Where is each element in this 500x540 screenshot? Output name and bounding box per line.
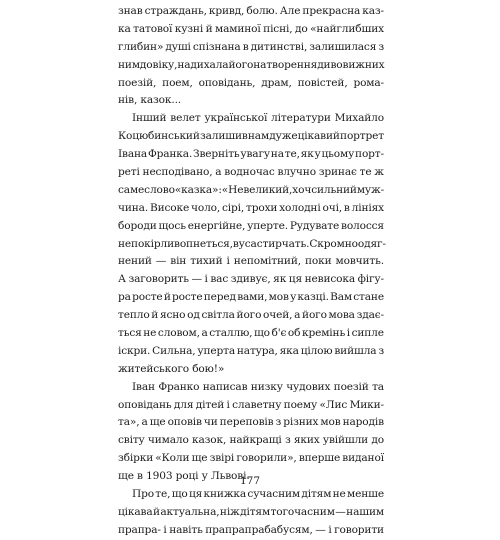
text-line: Коцюбинський залишив нам дуже цікавий портрет bbox=[118, 130, 384, 143]
paragraph-3 bbox=[118, 379, 384, 486]
text-line: Івана Франка. Зверніть увагу на те, як у цьому порт- bbox=[118, 148, 384, 161]
text-line: поезій, поем, оповідань, драм, повістей, рома- bbox=[118, 76, 384, 89]
text-line: та», а ще оповів чи переповів з різних мов народів bbox=[118, 416, 384, 429]
text-line: оповідань для дітей і славетну поему «Лис Мики- bbox=[118, 398, 384, 411]
text-line: ться не словом, а сталлю, що б'є об кремінь і сипле bbox=[118, 327, 384, 340]
text-line: ще в 1903 році у Львові. bbox=[118, 470, 250, 483]
paragraph-2 bbox=[118, 110, 384, 378]
text-line: ка татової кузні й маминої пісні, до «найглибших bbox=[118, 22, 384, 35]
text-line: Іван Франко написав низку чудових поезій та bbox=[132, 380, 384, 393]
text-line: глибин» душі спізнана в дитинстві, залишилася з bbox=[118, 40, 384, 53]
text-line: бороди щось енергійне, уперте. Рудувате волосся bbox=[118, 219, 384, 232]
text-line: нів, казок... bbox=[118, 94, 182, 107]
text-line: реті несподівано, а водночас влучно зринає те ж bbox=[118, 166, 384, 179]
paragraph-4 bbox=[118, 486, 384, 540]
text-line: саме слово «казка»: «Невеликий, хоч сильний муж- bbox=[118, 183, 385, 196]
paragraph-1 bbox=[118, 3, 384, 110]
text-line: ним довіку, надихала його на творення дивовижних bbox=[118, 58, 385, 71]
text-line: непокірливо пнеться, вуса стирчать. Скромно одяг- bbox=[118, 237, 386, 250]
text-line: прапра- і навіть прапрапрабабусям, — і говорити bbox=[118, 523, 384, 536]
text-line: А заговорить — і вас здивує, як ця невисока фігу- bbox=[118, 273, 384, 286]
text-line: іскри. Сильна, уперта натура, яка цілою вийшла з bbox=[118, 344, 384, 357]
text-line: ра росте й росте перед вами, мов у казці. Вам стане bbox=[118, 291, 384, 304]
text-line: світу чимало казок, найкращі з яких увійшли до bbox=[118, 434, 384, 447]
text-line: Інший велет української літератури Михайло bbox=[132, 112, 384, 125]
text-line: чина. Високе чоло, сірі, трохи холодні очі, в лініях bbox=[118, 201, 384, 214]
body-text bbox=[118, 3, 384, 540]
text-line: цікава й актуальна, ніж дітям тогочасним — нашим bbox=[118, 505, 384, 518]
text-line: збірки «Коли ще звірі говорили», вперше виданої bbox=[118, 452, 384, 465]
text-line: тепло й ясно од світла його очей, а його мова здає- bbox=[118, 309, 384, 322]
text-line: Про те, що ця книжка сучасним дітям не менше bbox=[132, 488, 384, 501]
text-line: житейського бою!» bbox=[118, 362, 225, 375]
page-number: 177 bbox=[239, 475, 261, 487]
text-line: нений — він тихий і непомітний, поки мовчить. bbox=[118, 255, 384, 268]
text-line: знав страждань, кривд, болю. Але прекрасна каз- bbox=[118, 5, 384, 17]
